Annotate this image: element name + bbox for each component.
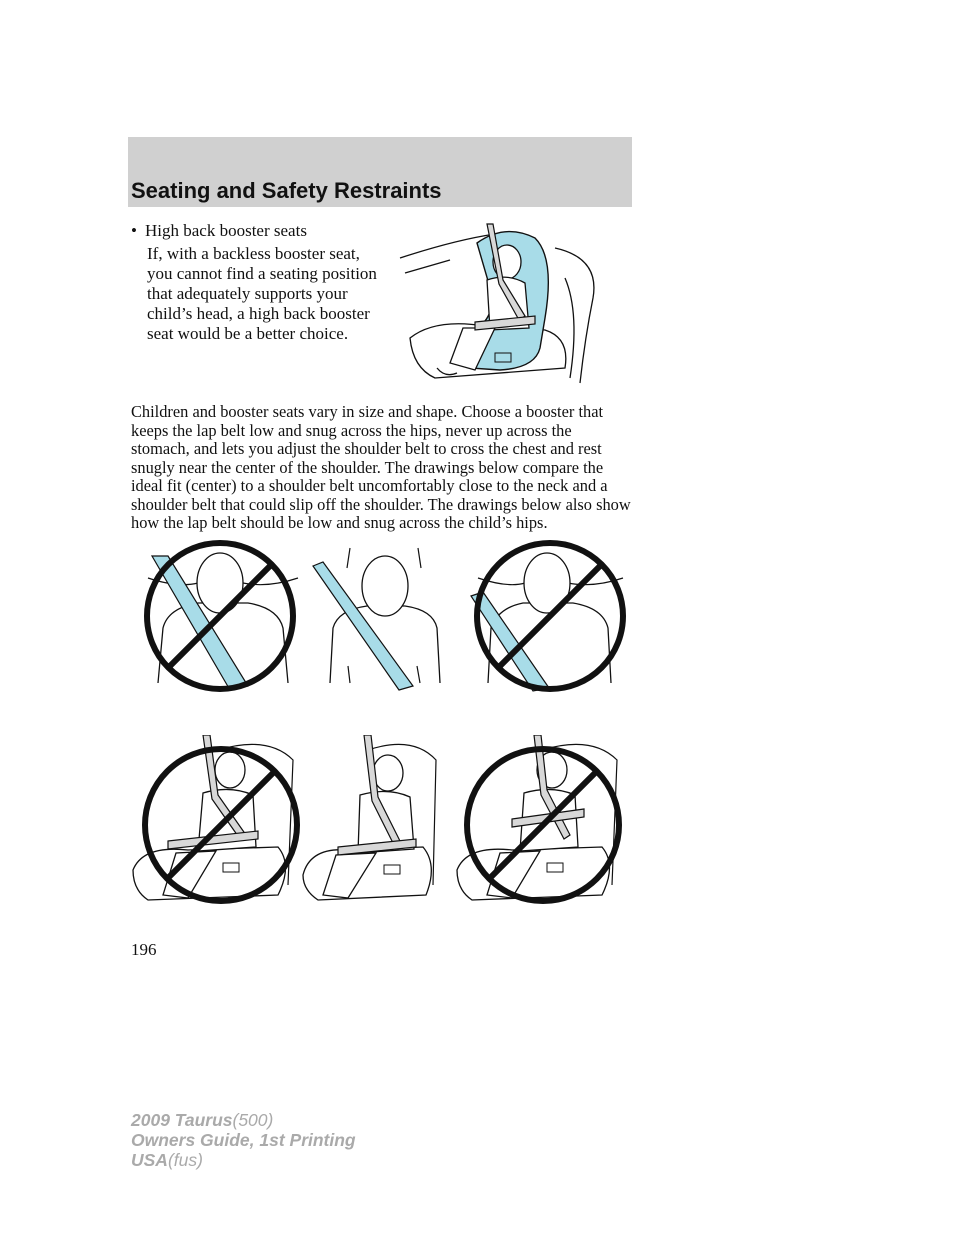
lap-fit-right-figure [452, 735, 632, 905]
bullet-text: High back booster seats [145, 221, 307, 240]
footer-model-code: (500) [232, 1110, 274, 1130]
shoulder-fit-right-figure [463, 538, 628, 693]
body-paragraph: Children and booster seats vary in size and shape. Choose a booster that keeps the lap belt low and snug across the hips, never up across the stomach, and lets you adjust the shoulder belt to cross the chest and rest snugly near the center of the shoulder. The drawings below compare the ideal fit (center) to a shoulder belt uncomfortably close to the neck and a shoulder belt that could slip off the shoulder. The drawings below also show how the lap belt should be low and snug across the child’s hips. [131, 402, 631, 532]
footer-market-code: (fus) [167, 1150, 203, 1170]
bullet-item [131, 221, 307, 241]
lap-fit-left-figure [128, 735, 308, 905]
page-number: 196 [131, 940, 157, 959]
footer-line-3 [131, 1150, 356, 1170]
lap-fit-center-figure [298, 735, 443, 905]
footer-model: 2009 Taurus [131, 1110, 233, 1130]
footer-line-1 [131, 1110, 356, 1130]
shoulder-fit-left-figure [138, 538, 303, 693]
section-title: Seating and Safety Restraints [131, 178, 442, 203]
footer [131, 1110, 356, 1170]
shoulder-fit-center-figure [305, 538, 460, 693]
bullet-dot: • [131, 221, 137, 240]
intro-text: If, with a backless booster seat, you cannot find a seating position that adequately supports your child’s head, a high back booster seat would be a better choice. [147, 244, 377, 343]
footer-guide: Owners Guide, 1st Printing [131, 1130, 356, 1150]
high-back-booster-illustration [395, 218, 605, 388]
footer-market: USA [131, 1150, 168, 1170]
